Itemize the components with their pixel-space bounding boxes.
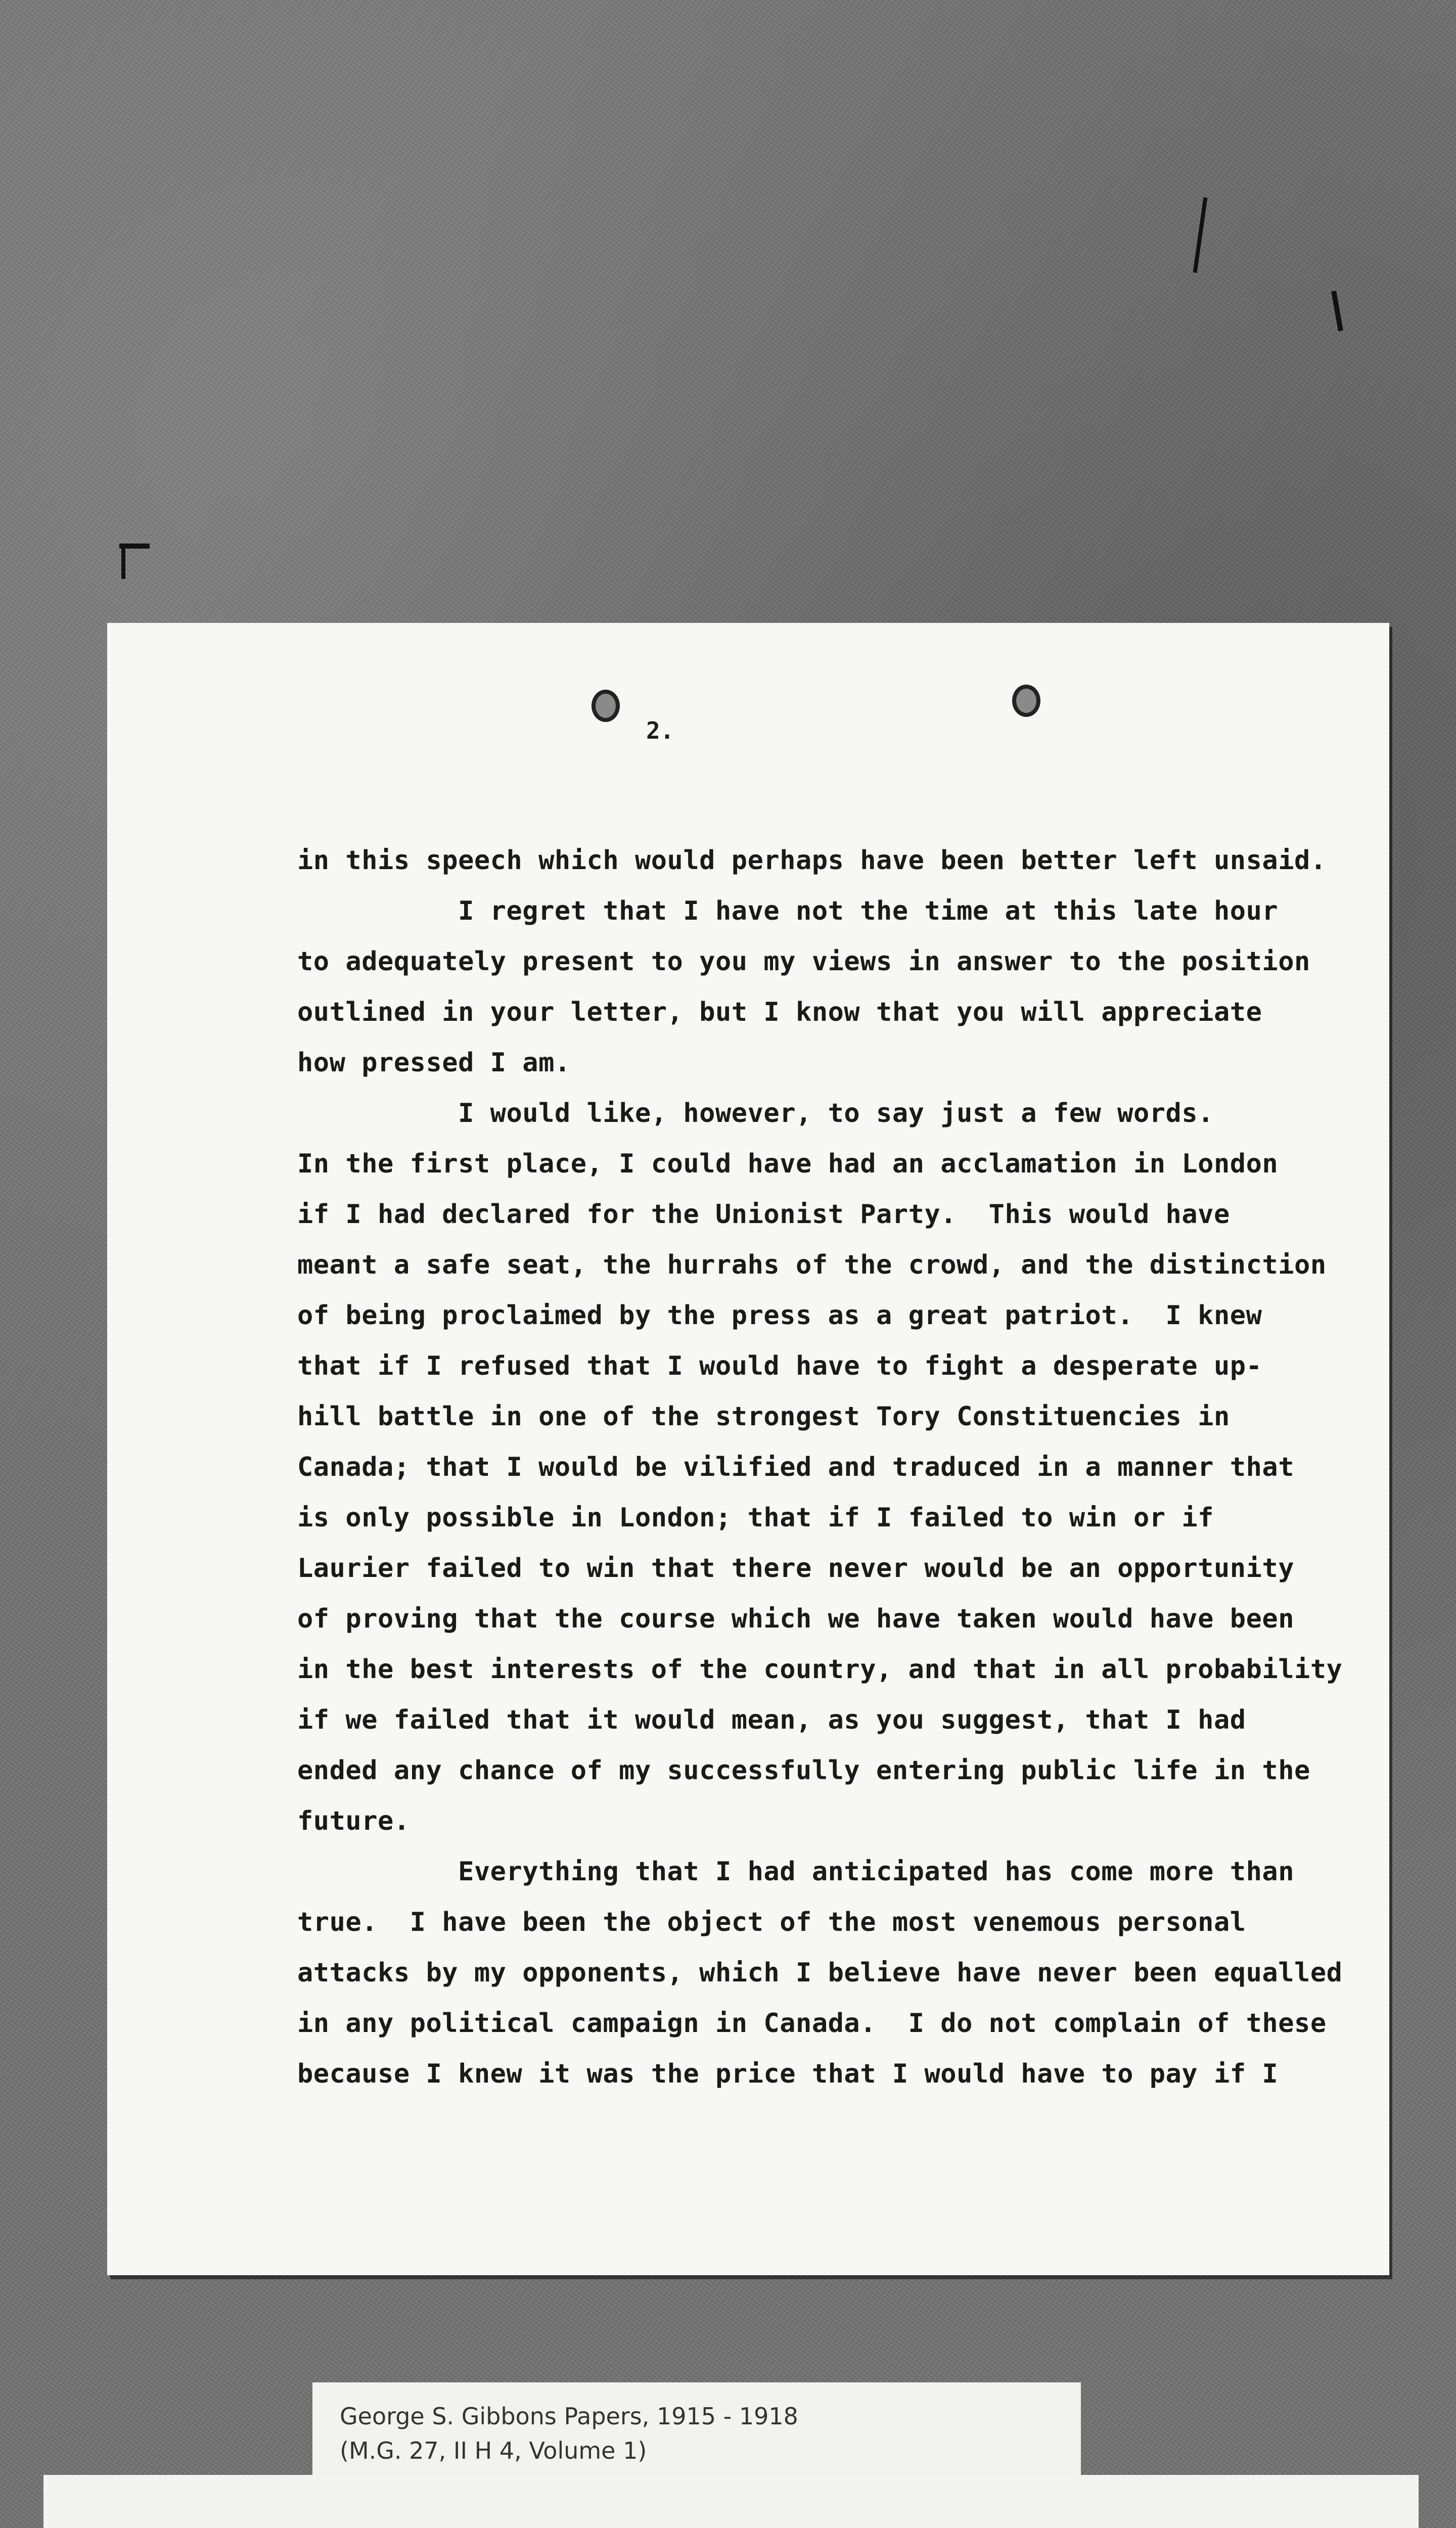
- text-line: true. I have been the object of the most venemous personal: [297, 1907, 1246, 1937]
- archives-stamp: [43, 2475, 1419, 2528]
- text-line: of proving that the course which we have taken would have been: [297, 1604, 1295, 1634]
- film-scratch-mark: [121, 549, 125, 579]
- text-line: Canada; that I would be vilified and traduced in a manner that: [297, 1452, 1295, 1482]
- collection-title: George S. Gibbons Papers, 1915 - 1918: [340, 2403, 798, 2430]
- text-line: attacks by my opponents, which I believe have never been equalled: [297, 1958, 1343, 1988]
- text-line: I would like, however, to say just a few words.: [297, 1098, 1214, 1128]
- punch-hole-left: [592, 690, 620, 722]
- text-line: if we failed that it would mean, as you suggest, that I had: [297, 1705, 1246, 1735]
- text-line: In the first place, I could have had an acclamation in London: [297, 1149, 1279, 1179]
- text-line: in this speech which would perhaps have been better left unsaid.: [297, 845, 1327, 876]
- text-line: meant a safe seat, the hurrahs of the crowd, and the distinction: [297, 1250, 1327, 1280]
- text-line: is only possible in London; that if I failed to win or if: [297, 1503, 1214, 1533]
- text-line: future.: [297, 1806, 410, 1836]
- text-line: because I knew it was the price that I would have to pay if I: [297, 2059, 1279, 2089]
- text-line: Laurier failed to win that there never would be an opportunity: [297, 1553, 1295, 1584]
- text-line: that if I refused that I would have to fight a desperate up-: [297, 1351, 1262, 1381]
- page-number: 2.: [646, 717, 674, 744]
- film-scratch-mark: [119, 544, 150, 549]
- text-line: hill battle in one of the strongest Tory Constituencies in: [297, 1402, 1230, 1432]
- text-line: how pressed I am.: [297, 1048, 571, 1078]
- letter-page: [107, 623, 1389, 2275]
- text-line: if I had declared for the Unionist Party. This would have: [297, 1199, 1230, 1230]
- text-line: in the best interests of the country, and that in all probability: [297, 1654, 1343, 1685]
- text-line: in any political campaign in Canada. I do not complain of these: [297, 2008, 1327, 2039]
- text-line: to adequately present to you my views in answer to the position: [297, 946, 1310, 977]
- text-line: ended any chance of my successfully entering public life in the: [297, 1755, 1310, 1786]
- text-line: Everything that I had anticipated has come more than: [297, 1857, 1295, 1887]
- collection-reference: (M.G. 27, II H 4, Volume 1): [340, 2437, 647, 2464]
- text-line: outlined in your letter, but I know that you will appreciate: [297, 997, 1262, 1027]
- text-line: I regret that I have not the time at this late hour: [297, 896, 1279, 926]
- text-line: of being proclaimed by the press as a great patriot. I knew: [297, 1300, 1262, 1331]
- punch-hole-right: [1012, 685, 1040, 717]
- letter-body: [297, 835, 1343, 2099]
